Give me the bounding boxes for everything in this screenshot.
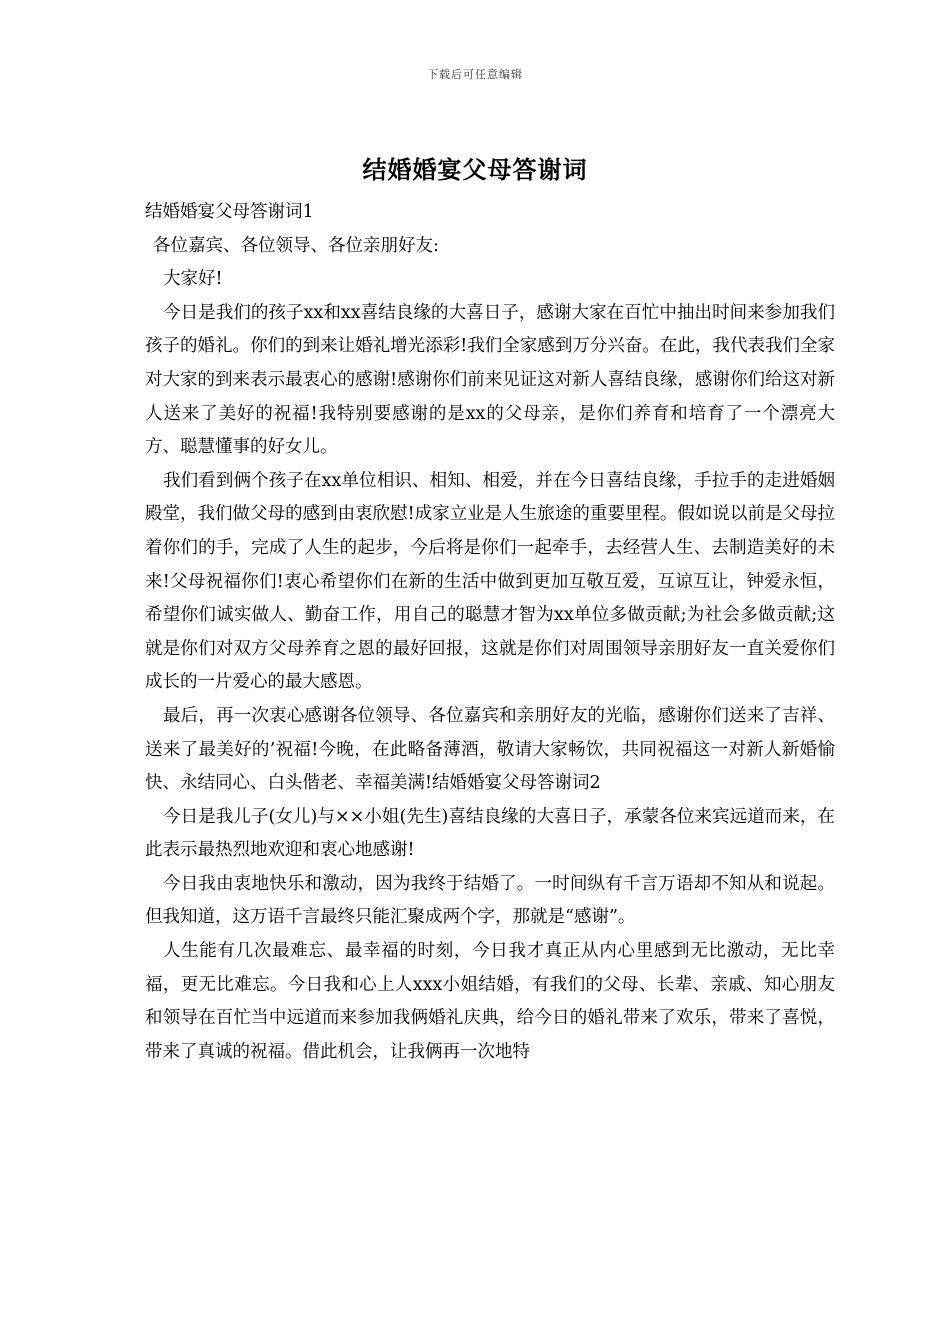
section-heading-1: 结婚婚宴父母答谢词1: [145, 202, 314, 222]
paragraph: 今日是我们的孩子xx和xx喜结良缘的大喜日子，感谢大家在百忙中抽出时间来参加我们孩子的婚礼。你们的到来让婚礼增光添彩!我们全家感到万分兴奋。在此，我代表我们全家对大家的到来表示最衷心的感谢!感谢你们前来见证这对新人喜结良缘，感谢你们给这对新人送来了美好的祝福!我特别要感谢的是xx的父母亲，是你们养育和培育了一个漂亮大方、聪慧懂事的好女儿。: [145, 302, 835, 458]
paragraph: 我们看到俩个孩子在xx单位相识、相知、相爱，并在今日喜结良缘，手拉手的走进婚姻殿堂，我们做父母的感到由衷欣慰!成家立业是人生旅途的重要里程。假如说以前是父母拉着你们的手，完成了人生的起步，今后将是你们一起牵手，去经营人生、去制造美好的未来!父母祝福你们!衷心希望你们在新的生活中做到更加互敬互爱，互谅互让，钟爱永恒，希望你们诚实做人、勤奋工作，用自己的聪慧才智为xx单位多做贡献;为社会多做贡献;这就是你们对双方父母养育之恩的最好回报，这就是你们对周围领导亲朋好友一直关爱你们成长的一片爱心的最大感恩。: [145, 470, 835, 693]
header-note: 下载后可任意编辑: [427, 68, 523, 81]
document-title: 结婚婚宴父母答谢词: [362, 155, 588, 184]
paragraph: 今日是我儿子(女儿)与××小姐(先生)喜结良缘的大喜日子，承蒙各位来宾远道而来，在此表示最热烈地欢迎和衷心地感谢!: [145, 806, 835, 861]
paragraph: 人生能有几次最难忘、最幸福的时刻，今日我才真正从内心里感到无比激动，无比幸福，更无比难忘。今日我和心上人xxx小姐结婚，有我们的父母、长辈、亲戚、知心朋友和领导在百忙当中远道而来参加我俩婚礼庆典，给今日的婚礼带来了欢乐，带来了喜悦，带来了真诚的祝福。借此机会，让我俩再一次地特: [145, 941, 835, 1062]
document-body: [145, 196, 835, 1069]
paragraph: 最后，再一次衷心感谢各位领导、各位嘉宾和亲朋好友的光临，感谢你们送来了吉祥、送来了最美好的’祝福!今晚，在此略备薄酒，敬请大家畅饮，共同祝福这一对新人新婚愉快、永结同心、白头偕老、幸福美满!结婚婚宴父母答谢词2: [145, 705, 835, 794]
salutation: 各位嘉宾、各位领导、各位亲朋好友:: [153, 235, 439, 256]
greeting: 大家好!: [163, 269, 223, 290]
paragraph: 今日我由衷地快乐和激动，因为我终于结婚了。一时间纵有千言万语却不知从和说起。但我知道，这万语千言最终只能汇聚成两个字，那就是“感谢”。: [145, 873, 835, 928]
